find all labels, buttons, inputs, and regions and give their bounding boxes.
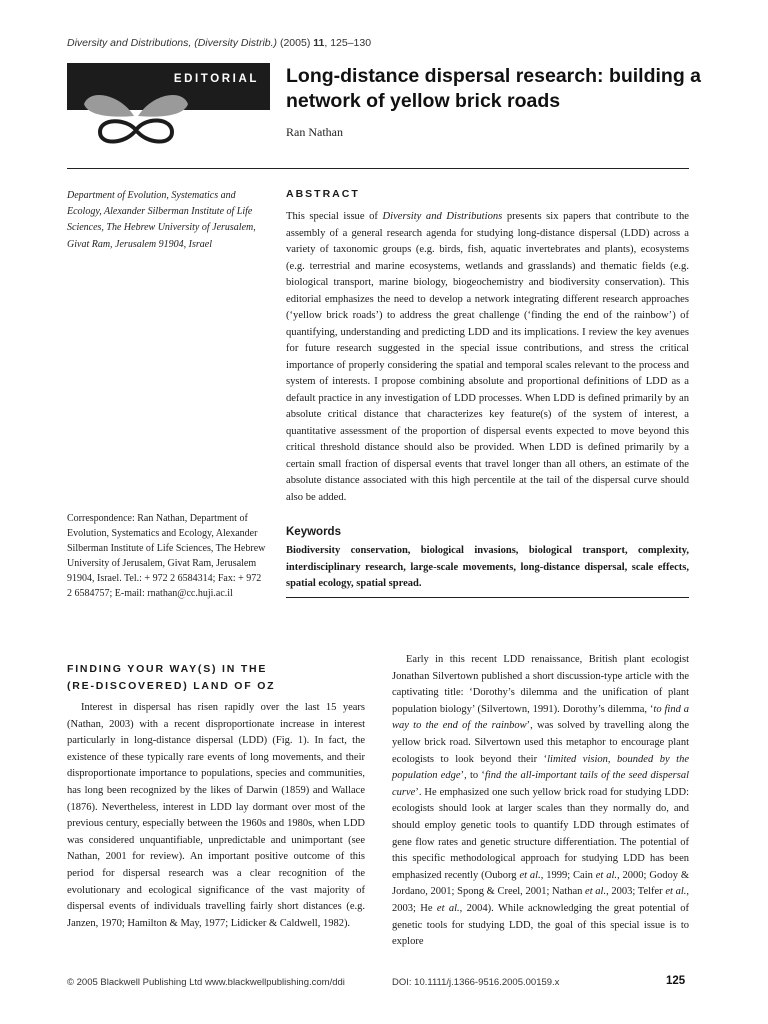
journal-pages: , 125–130 (324, 37, 372, 49)
editorial-label: EDITORIAL (173, 73, 259, 85)
journal-logo-icon (82, 86, 190, 148)
footer-copyright: © 2005 Blackwell Publishing Ltd www.blackwellpublishing.com/ddi (67, 977, 345, 988)
keywords-list: Biodiversity conservation, biological invasions, biological transport, complexity, interdisciplinary research, large-scale movements, long-distance dispersal, scale effects, spatial ecology, spatial spread. (286, 545, 689, 589)
abstract-body: This special issue of Diversity and Distributions presents six papers that contribute to the assembly of a general research agenda for studying long-distance dispersal (LDD) across a variety of taxonomic groups (e.g. birds, fish, aquatic invertebrates and plants), ecosystems (e.g. terrestrial and marine ecosystems, wetlands and grasslands) and thematic fields (e.g. biological transport, marine biology, biogeochemistry and biodiversity conservation). This editorial emphasizes the need to develop a network integrating different research approaches (‘yellow brick roads’) to address the great challenge (‘finding the end of the rainbow’) of quantifying, understanding and predicting LDD and its implications. I review the key avenues for future research suggested in the special issue contributions, and stress the critical importance of properly considering the spatial and temporal scales relevant to the process and system of interests. I propose combining absolute and proportional definitions of LDD as a default practice in any investigation of LDD processes. When LDD is defined primarily by an absolute critical distance that characterizes key feature(s) of the system of interest, a quantitative assessment of the proportion of dispersal events expected to move beyond this critical threshold distance should also be provided. When LDD is defined primarily by a certain small fraction of dispersal events that travel longer than all others, an estimate of the absolute distance associated with this high percentile at the tail of the dispersal curve should also be added. (286, 211, 689, 503)
body-right-column: Early in this recent LDD renaissance, British plant ecologist Jonathan Silvertown published a short discussion-type article with the captivating title: ‘Dorothy’s dilemma and the unification of plant population biology’ (Silvertown, 1991). Dorothy’s dilemma, ‘to find a way to the end of the rainbow’, was solved by travelling along the yellow brick road. Silvertown used this metaphor to encourage plant ecologists to look beyond their ‘limited vision, bounded by the population edge’, to ‘find the all-important tails of the seed dispersal curve’. He emphasized one such yellow brick road for studying LDD: ecologists should look at larger scales than they normally do, and should employ genetic tools to quantify LDD through estimates of gene flow rates and genetic structure differentiation. The potential of this specific methodological approach for studying LDD has been emphasized recently (Ouborg et al., 1999; Cain et al., 2000; Godoy & Jordano, 2001; Spong & Creel, 2001; Nathan et al., 2003; Telfer et al., 2003; He et al., 2004). While acknowledging the great potential of genetic tools for studying LDD, the goal of this special issue is to explore (392, 654, 690, 948)
header-divider (67, 168, 689, 169)
correspondence-note: Correspondence: Ran Nathan, Department of Evolution, Systematics and Ecology, Alexander Silberman Institute of Life Sciences, The Hebrew University of Jerusalem, Givat Ram, Jerusalem 91904, Israel. Tel.: + 972 2 6584314; Fax: + 972 2 6584757; E-mail: rnathan@cc.huji.ac.il (67, 513, 266, 599)
abstract-divider (286, 597, 689, 598)
journal-title-italic: Diversity and Distributions (382, 211, 503, 222)
page-number: 125 (666, 975, 686, 987)
body-left-column: Interest in dispersal has risen rapidly over the last 15 years (Nathan, 2003) with a recent disproportionate increase in interest particularly in long-distance dispersal (LDD) (Fig. 1). In fact, the existence of these typically rare events of long movements, and their disproportionate importance to populations, species and communities, has long been recognized by the likes of Darwin (1859) and Wallace (1876). Nevertheless, interest in LDD lay dormant over most of the previous century, especially between the 1960s and 1980s, when LDD was considered unquantifiable, unpredictable and unimportant (see Nathan, 2001 for review). An important positive outcome of this period for dispersal research was a clear recognition of the evolutionary and ecological significance of the vast majority of dispersal events of individuals travelling fairly short distances (e.g. Janzen, 1970; Hamilton & May, 1977; Lidicker & Caldwell, 1982). (67, 702, 365, 929)
keywords-heading: Keywords (286, 526, 341, 538)
section-heading: FINDING YOUR WAY(S) IN THE (RE-DISCOVERED) LAND OF OZ (67, 663, 276, 692)
article-title: Long-distance dispersal research: building a network of yellow brick roads (286, 65, 702, 112)
journal-volume: 11 (313, 37, 325, 49)
footer-doi: DOI: 10.1111/j.1366-9516.2005.00159.x (392, 977, 560, 988)
journal-year: (2005) (279, 37, 311, 49)
author-affiliation: Department of Evolution, Systematics and Ecology, Alexander Silberman Institute of Life Sciences, The Hebrew University of Jerusalem, Givat Ram, Jerusalem 91904, Israel (67, 190, 256, 250)
abstract-heading: ABSTRACT (286, 188, 360, 200)
article-author: Ran Nathan (286, 125, 343, 139)
journal-name: Diversity and Distributions, (Diversity Distrib.) (67, 37, 278, 49)
journal-citation (67, 37, 371, 49)
